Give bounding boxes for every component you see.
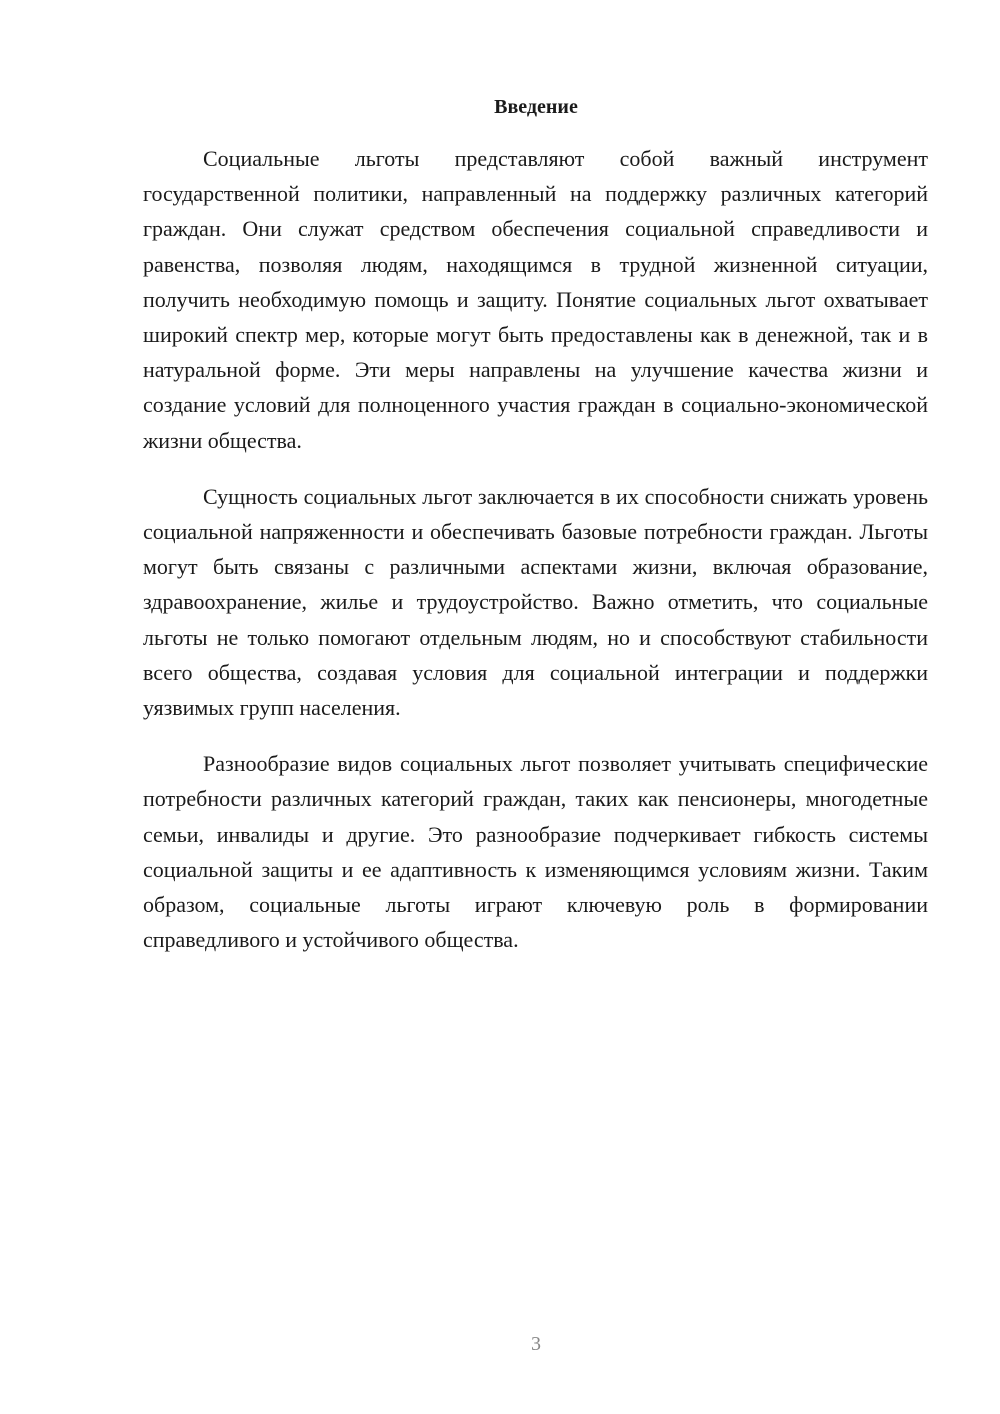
paragraph: Социальные льготы представляют собой важный инструмент государственной политики, направленный на поддержку различных категорий граждан. Они служат средством обеспечения социальной справедливости и равенства, позволяя людям, находящимся в трудной жизненной ситуации, получить необходимую помощь и защиту. Понятие социальных льгот охватывает широкий спектр мер, которые могут быть предоставлены как в денежной, так и в натуральной форме. Эти меры направлены на улучшение качества жизни и создание условий для полноценного участия граждан в социально-экономической жизни общества. [143, 146, 928, 453]
page-number: 3 [531, 1333, 541, 1355]
body-text [143, 141, 928, 978]
section-heading: Введение [494, 96, 578, 118]
paragraph: Разнообразие видов социальных льгот позволяет учитывать специфические потребности различных категорий граждан, таких как пенсионеры, многодетные семьи, инвалиды и другие. Это разнообразие подчеркивает гибкость системы социальной защиты и ее адаптивность к изменяющимся условиям жизни. Таким образом, социальные льготы играют ключевую роль в формировании справедливого и устойчивого общества. [143, 751, 928, 953]
paragraph: Сущность социальных льгот заключается в их способности снижать уровень социальной напряженности и обеспечивать базовые потребности граждан. Льготы могут быть связаны с различными аспектами жизни, включая образование, здравоохранение, жилье и трудоустройство. Важно отметить, что социальные льготы не только помогают отдельным людям, но и способствуют стабильности всего общества, создавая условия для социальной интеграции и поддержки уязвимых групп населения. [143, 483, 928, 721]
